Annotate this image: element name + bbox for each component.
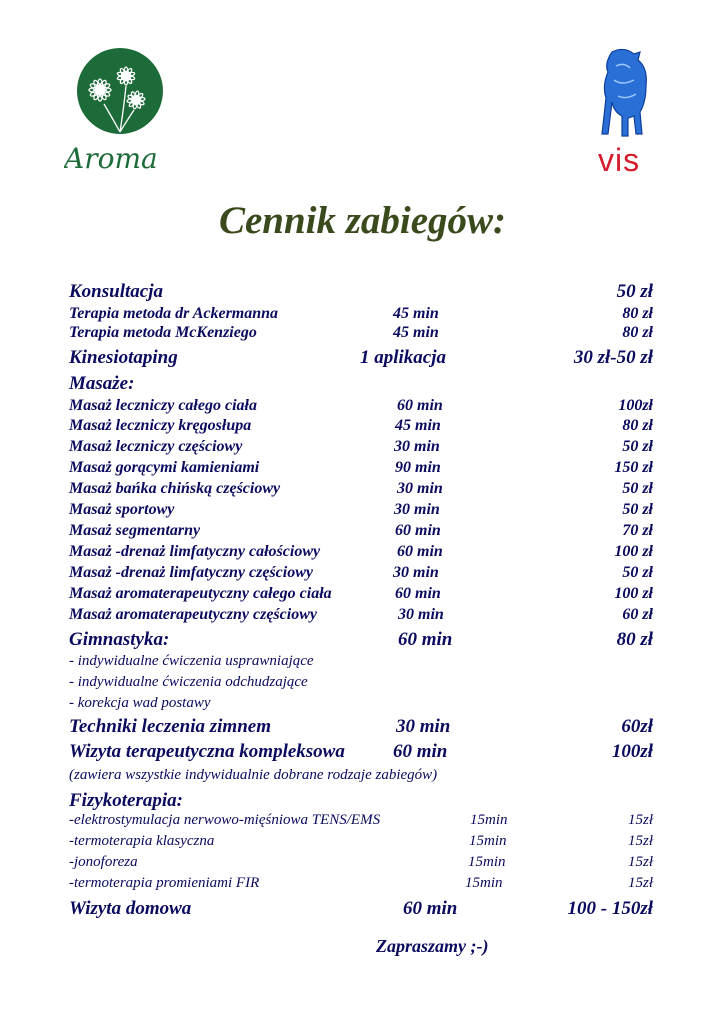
service-name: -jonoforeza	[69, 854, 138, 870]
service-name: Masaż leczniczy całego ciała	[69, 397, 257, 414]
service-duration: 1 aplikacja	[360, 347, 447, 368]
service-duration: 30 min	[398, 606, 444, 623]
closing-text: Zapraszamy ;-)	[376, 936, 489, 956]
service-price: 100 - 150zł	[567, 898, 653, 919]
service-name: Masaż -drenaż limfatyczny całościowy	[69, 543, 321, 560]
page-title: Cennik zabiegów:	[218, 199, 507, 242]
service-price: 70 zł	[622, 522, 653, 539]
service-price: 100zł	[618, 397, 653, 414]
service-name: -termoterapia promieniami FIR	[69, 875, 260, 891]
service-name: Masaż leczniczy częściowy	[69, 438, 243, 455]
service-name: Konsultacja	[69, 281, 163, 302]
service-price: 100 zł	[614, 585, 653, 602]
service-name: Fizykoterapia:	[69, 790, 183, 811]
service-price: 80 zł	[622, 324, 653, 341]
service-duration: 30 min	[397, 480, 443, 497]
service-name: Techniki leczenia zimnem	[69, 716, 271, 737]
service-name: - indywidualne ćwiczenia usprawniające	[69, 653, 314, 669]
service-name: Masaże:	[69, 373, 135, 394]
service-name: (zawiera wszystkie indywidualnie dobrane rodzaje zabiegów)	[69, 767, 438, 783]
service-duration: 45 min	[393, 324, 439, 341]
service-name: Masaż gorącymi kamieniami	[69, 459, 260, 476]
service-duration: 15min	[468, 854, 506, 870]
service-name: Masaż segmentarny	[69, 522, 201, 539]
aroma-logo-text: Aroma	[64, 142, 158, 174]
service-duration: 45 min	[393, 305, 439, 322]
service-duration: 45 min	[395, 417, 441, 434]
service-name: Masaż aromaterapeutyczny całego ciała	[69, 585, 332, 602]
service-price: 50 zł	[616, 281, 653, 302]
vis-logo-text: vis	[598, 142, 641, 178]
service-duration: 60 min	[395, 585, 441, 602]
service-duration: 15min	[469, 833, 507, 849]
service-price: 80 zł	[622, 305, 653, 322]
service-duration: 15min	[470, 812, 508, 828]
service-name: Gimnastyka:	[69, 629, 170, 650]
service-duration: 30 min	[394, 501, 440, 518]
service-name: Masaż leczniczy kręgosłupa	[69, 417, 252, 434]
service-name: - indywidualne ćwiczenia odchudzające	[69, 674, 308, 690]
service-price: 60 zł	[622, 606, 653, 623]
service-name: - korekcja wad postawy	[69, 695, 211, 711]
service-price: 80 zł	[616, 629, 653, 650]
service-duration: 60 min	[393, 741, 448, 762]
service-name: Masaż aromaterapeutyczny częściowy	[69, 606, 317, 623]
service-price: 15zł	[627, 833, 653, 849]
service-price: 50 zł	[622, 438, 653, 455]
service-duration: 30 min	[396, 716, 451, 737]
service-price: 100 zł	[614, 543, 653, 560]
service-name: Masaż -drenaż limfatyczny częściowy	[69, 564, 313, 581]
service-price: 100zł	[611, 741, 653, 762]
service-name: Masaż sportowy	[69, 501, 175, 518]
service-price: 60zł	[621, 716, 653, 737]
service-price: 50 zł	[622, 501, 653, 518]
service-duration: 60 min	[397, 397, 443, 414]
service-price: 150 zł	[614, 459, 653, 476]
service-price: 80 zł	[622, 417, 653, 434]
service-duration: 30 min	[394, 438, 440, 455]
service-name: Masaż bańka chińską częściowy	[69, 480, 281, 497]
aroma-logo	[64, 46, 174, 174]
service-price: 50 zł	[622, 480, 653, 497]
service-name: Terapia metoda dr Ackermanna	[69, 305, 279, 322]
service-name: Terapia metoda McKenziego	[69, 324, 257, 341]
service-duration: 15min	[465, 875, 503, 891]
service-price: 50 zł	[622, 564, 653, 581]
service-price: 15zł	[627, 854, 653, 870]
service-name: -elektrostymulacja nerwowo-mięśniowa TENS/EMS	[69, 812, 381, 828]
service-duration: 30 min	[393, 564, 439, 581]
service-name: Wizyta domowa	[69, 898, 192, 919]
service-price: 30 zł-50 zł	[573, 347, 653, 368]
service-duration: 60 min	[397, 543, 443, 560]
service-name: Kinesiotaping	[69, 347, 178, 368]
service-name: -termoterapia klasyczna	[69, 833, 215, 849]
service-name: Wizyta terapeutyczna kompleksowa	[69, 741, 345, 762]
service-duration: 60 min	[395, 522, 441, 539]
service-duration: 90 min	[395, 459, 441, 476]
service-duration: 60 min	[403, 898, 458, 919]
service-price: 15zł	[627, 812, 653, 828]
service-duration: 60 min	[398, 629, 453, 650]
service-price: 15zł	[627, 875, 653, 891]
